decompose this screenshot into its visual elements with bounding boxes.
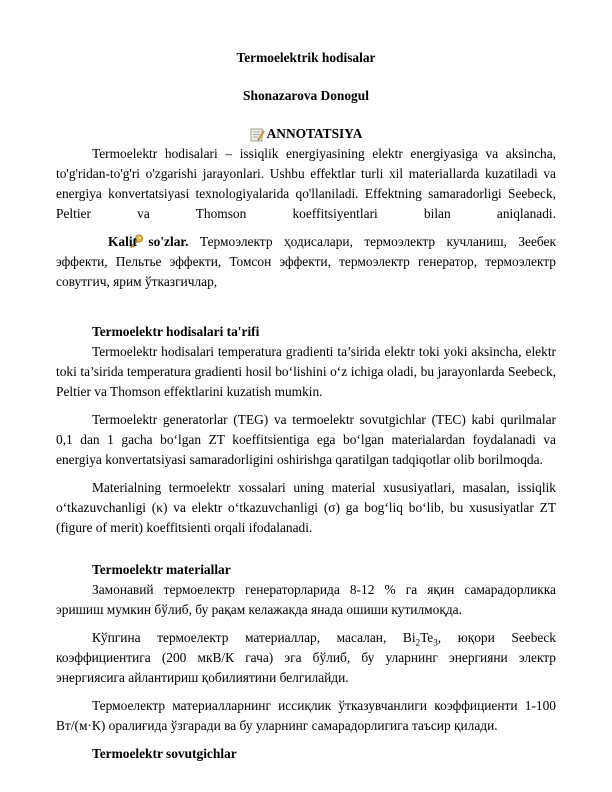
memo-icon xyxy=(250,127,265,142)
formula-subscript-2: 2 xyxy=(415,637,421,648)
section1-paragraph-2: Termoelektr generatorlar (TEG) va termoelektr sovutgichlar (TEC) kabi qurilmalar 0,1 dan 1 gacha boʻlgan ZT koeffitsientiga ega boʻlgan materialardan foydalanadi va energiya konvertatsiyasi samaradorligini oshirishga qaratilgan tadqiqotlar olib borilmoqda. xyxy=(56,412,556,467)
formula-text-bi: Кўпгина термоелектр материаллар, масалан, Bi xyxy=(92,630,416,645)
formula-subscript-3: 3 xyxy=(433,637,438,648)
section2-paragraph-1: Замонавий термоелектр генераторларида 8-12 % га яқин самарадорликка эришиш мумкин бўлиб, бу рақам келажакда янада ошиши кутилмоқда. xyxy=(56,582,556,617)
key-icon xyxy=(92,234,108,248)
paper-title: Termoelektrik hodisalar xyxy=(236,50,376,65)
section-heading-definition: Termoelektr hodisalari ta'rifi xyxy=(92,324,260,339)
keywords-paragraph xyxy=(56,232,556,292)
section1-paragraph-3: Materialning termoelektr xossalari uning material xususiyatlari, masalan, issiqlik oʻtkazuvchanligi (κ) va elektr oʻtkazuvchanligi (σ) ga bogʻliq boʻlib, bu xususiyatlar ZT (figure of merit) koeffitsienti orqali ifodalanadi. xyxy=(56,480,556,535)
section2-paragraph-3: Термоелектр материалларнинг иссиқлик ўтказувчанлиги коэффициенти 1-100 Вт/(м·К) оралиғида ўзгаради ва бу уларнинг самарадорлигига таъсир қилади. xyxy=(56,698,556,733)
section-heading-coolers: Termoelektr sovutgichlar xyxy=(92,746,237,761)
section2-paragraph-2 xyxy=(56,628,556,688)
annotation-heading xyxy=(56,124,556,144)
annotation-heading-text: ANNOTATSIYA xyxy=(266,126,363,141)
keywords-label: Kalit so'zlar. xyxy=(108,234,189,249)
formula-text-te: Te xyxy=(420,630,434,645)
annotation-text: Termoelektr hodisalari – issiqlik energiyasining elektr energiyasiga va aksincha, to'g'ridan-to'g'ri o'zgarishi jarayonlari. Ushbu effektlar turli xil materiallarda kuzatiladi va energiya konvertatsiyasi texnologiyalarida qo'llaniladi. Effektning samaradorligi Seebeck, Peltier va Thomson koeffitsiyentlari bilan aniqlanadi. xyxy=(56,146,556,221)
keywords-text: Термоэлектр ҳодисалари, термоэлектр кучланиш, Зеебек эффекти, Пельтье эффекти, Томсон эффекти, термоэлектр генератор, термоэлектр совутгич, ярим ўтказгичлар, xyxy=(56,234,557,289)
formula-text-rest: , юқори Seebeck коэффициентига (200 мкВ/К гача) эга бўлиб, бу уларнинг энергияни электр энергиясига айлантириш қобилиятини белгилайди. xyxy=(56,630,556,685)
author-name: Shonazarova Donogul xyxy=(243,88,369,103)
section-heading-materials: Termoelektr materiallar xyxy=(92,562,231,577)
section1-paragraph-1: Termoelektr hodisalari temperatura gradienti ta’sirida elektr toki yoki aksincha, elektr toki ta’sirida temperatura gradienti hosil boʻlishini oʻz ichiga oladi, bu jarayonlarda Seebeck, Peltier va Thomson effektlarini kuzatish mumkin. xyxy=(56,344,556,399)
